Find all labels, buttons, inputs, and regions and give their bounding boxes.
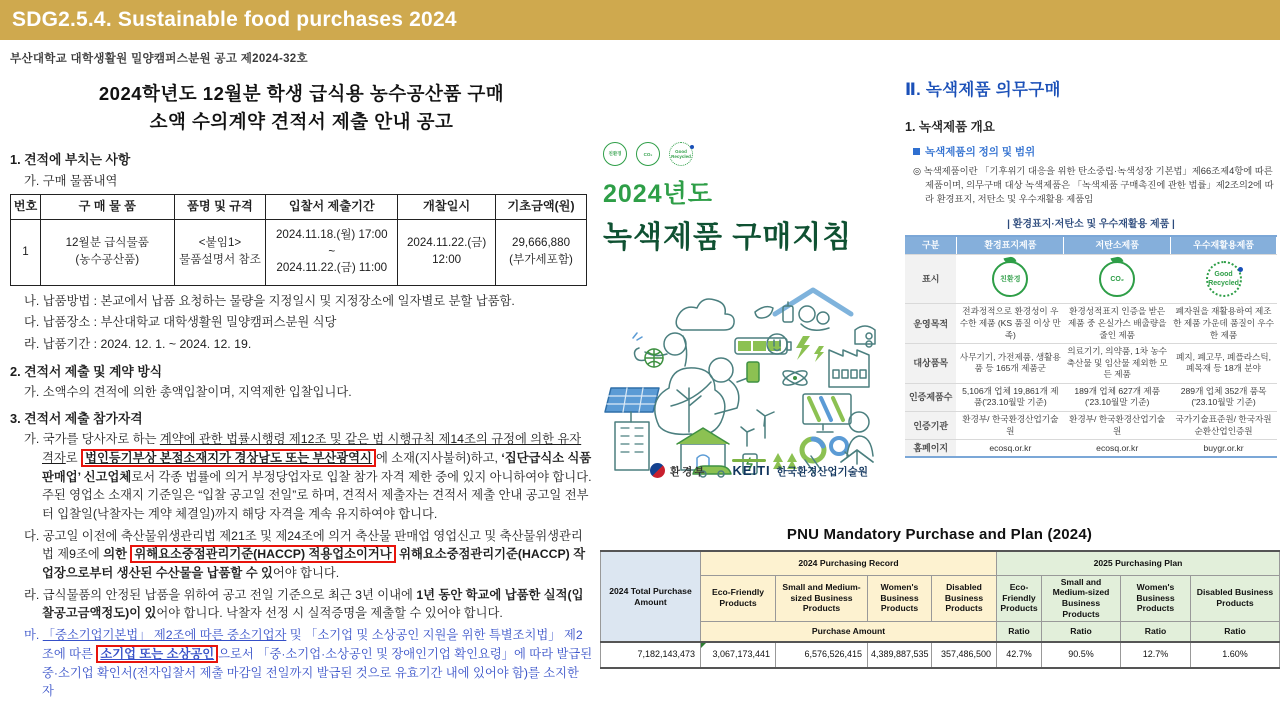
eligibility-ra: [10, 586, 593, 623]
gcol-type: 구분: [905, 236, 957, 255]
notice-document: [10, 80, 593, 704]
cover-year: 2024년도: [603, 180, 713, 208]
gcell-counts-3: 289개 업체 352개 품목('23.10월말 기준): [1171, 383, 1277, 411]
page-title: SDG2.5.4. Sustainable food purchases 2024: [12, 8, 457, 31]
atom-icon: [781, 368, 809, 388]
glabel-counts: 인증제품수: [905, 383, 957, 411]
col-amount: 기초금액(원): [496, 194, 587, 219]
cell-period-line3: 2024.11.22.(금) 11:00: [276, 261, 388, 275]
keiti-wordmark: KEITI: [732, 463, 771, 478]
green-guide-cover: [597, 142, 889, 483]
procurement-table-row: [11, 219, 587, 285]
ratio-header-1: Ratio: [997, 621, 1042, 642]
cell-spec-line1: <붙임1>: [198, 236, 242, 250]
run: 마.: [24, 628, 43, 643]
col-no: 번호: [11, 194, 41, 219]
factory-icon: [829, 350, 869, 387]
gcell-lowcarbon-badge: [1064, 255, 1171, 304]
glabel-mark: 표시: [905, 255, 957, 304]
pnu-category-header: [601, 575, 1280, 621]
col-spec: 품명 및 규격: [174, 194, 266, 219]
section1-sub: 가. 구매 물품내역: [24, 173, 118, 188]
run: 로: [65, 450, 82, 465]
highlight-region-requirement: 법인등기부상 본점소재지가 경상남도 또는 부산광역시: [81, 449, 376, 467]
col-opening: 개찰일시: [398, 194, 496, 219]
house-family-icon: [775, 290, 851, 330]
circle-bullet-icon: ◎: [913, 166, 922, 176]
cell-opening-line2: 12:00: [432, 253, 462, 266]
run: 어야 합니다. 낙찰자 선정 시 실적증명을 제출할 수 있어야 합니다.: [156, 606, 503, 621]
plan-smb-header: Small and Medium-sized Business Products: [1042, 575, 1121, 621]
glabel-purpose: 운영목적: [905, 304, 957, 344]
total-amount-cell: 7,182,143,473: [601, 642, 701, 668]
low-carbon-icon: CO₂: [636, 142, 660, 166]
rec-disabled-cell: 357,486,500: [932, 642, 997, 668]
pnu-group-header: [601, 551, 1280, 575]
reading-person-icon: [841, 412, 873, 464]
rec-smb-header: Small and Medium-sized Business Products: [776, 575, 868, 621]
gcell-counts-2: 189개 업체 627개 제품('23.10월말 기준): [1064, 383, 1171, 411]
green-products-table: [905, 235, 1277, 459]
notice-title-line2: 소액 수의계약 견적서 제출 안내 공고: [149, 110, 454, 132]
gcell-items-1: 사무기기, 가전제품, 생활용품 등 165개 제품군: [957, 344, 1064, 384]
rec-women-cell: 4,389,887,535: [868, 642, 932, 668]
green-row-website: [905, 440, 1277, 458]
donut-chart-icon: [802, 438, 853, 461]
square-bullet-icon: [913, 148, 920, 155]
run: 및 「소기업 및 소상공인 지원을 위한 특별조치법」 제2조에 따른: [42, 628, 583, 661]
gcol-lowcarbon: 저탄소제품: [1064, 236, 1171, 255]
green-table-header: [905, 236, 1277, 255]
gcol-ecolabel: 환경표지제품: [957, 236, 1064, 255]
gcol-recycled: 우수재활용제품: [1171, 236, 1277, 255]
good-recycled-icon: [1206, 261, 1242, 297]
cell-amount-line1: 29,666,880: [512, 236, 571, 250]
lightning-icon: [796, 336, 824, 362]
cover-title: 녹색제품 구매지침: [603, 221, 853, 254]
delivery-method: 나. 납품방법 : 본교에서 납품 요청하는 물량을 지정일시 및 지정장소에 일자별로 분할 납품함.: [24, 293, 515, 308]
eligibility-ma: [10, 626, 593, 701]
gcell-agency-1: 환경부/ 한국환경산업기술원: [957, 412, 1064, 440]
green-overview-heading: 1. 녹색제품 개요: [905, 120, 995, 134]
col-period: 입찰서 제출기간: [266, 194, 398, 219]
run: 가. 국가를 당사자로 하는: [24, 432, 160, 447]
green-products-illustration: [597, 266, 887, 478]
plan-smb-cell: 90.5%: [1042, 642, 1121, 668]
gcell-counts-1: 5,106개 업체 19,861개 제품('23.10월말 기준): [957, 383, 1064, 411]
gcell-purpose-1: 전과정적으로 환경성이 우수한 제품 (KS 품질 이상 만족): [957, 304, 1064, 344]
green-definition-label: 녹색제품의 정의 및 범위: [925, 146, 1036, 158]
section2-item: 가. 소액수의 견적에 의한 총액입찰이며, 지역제한 입찰입니다.: [24, 384, 352, 399]
pnu-purchase-section: [600, 526, 1279, 669]
glabel-agency: 인증기관: [905, 412, 957, 440]
cover-logos: [650, 462, 868, 480]
cell-amount: [496, 219, 587, 285]
pnu-table-title: PNU Mandatory Purchase and Plan (2024): [786, 526, 1093, 543]
cell-period-line2: ~: [328, 244, 336, 258]
solar-panel-icon: [605, 388, 659, 422]
gcell-items-2: 의료기기, 의약품, 1차 농수축산물 및 임산물 제외한 모든 제품: [1064, 344, 1171, 384]
monitor-icon: [803, 394, 851, 432]
ratio-header-3: Ratio: [1121, 621, 1191, 642]
moe-label: 환경부: [670, 466, 707, 478]
glabel-website: 홈페이지: [905, 440, 957, 458]
ratio-header-2: Ratio: [1042, 621, 1121, 642]
pnu-total-header: 2024 Total Purchase Amount: [601, 551, 701, 642]
leaf-icon: [755, 307, 773, 318]
gcell-recycled-badge: [1171, 255, 1277, 304]
green-row-counts: [905, 383, 1277, 411]
keiti-fullname: 한국환경산업기술원: [776, 466, 868, 478]
building-icon: [615, 422, 649, 470]
plan-women-header: Women's Business Products: [1121, 575, 1191, 621]
run: 에 소재(지사불허)하고,: [375, 450, 502, 465]
section2-heading: 2. 견적서 제출 및 계약 방식: [10, 363, 163, 379]
cell-period: [266, 219, 398, 285]
plan-disabled-header: Disabled Business Products: [1191, 575, 1280, 621]
gcell-website-3: buygr.or.kr: [1171, 440, 1277, 458]
header-bar: [0, 0, 1280, 40]
gcell-purpose-3: 폐자원을 재활용하여 제조한 제품 가운데 품질이 우수한 제품: [1171, 304, 1277, 344]
green-table-title: | 환경표지·저탄소 및 우수재활용 제품 |: [1007, 218, 1175, 230]
run: 라. 급식물품의 안정된 납품을 위하여 공고 전일 기준으로 최근 3년 이내에: [24, 587, 417, 602]
good-recycled-text: Good Recycled: [1208, 270, 1239, 288]
plan-eco-cell: 42.7%: [997, 642, 1042, 668]
gcell-items-3: 폐지, 폐고무, 폐플라스틱, 폐목재 등 18개 분야: [1171, 344, 1277, 384]
rec-eco-cell: 3,067,173,441: [701, 642, 776, 668]
highlight-small-business: 소기업 또는 소상공인: [96, 645, 218, 663]
leaf-icon: [1004, 256, 1017, 264]
cell-period-line1: 2024.11.18.(월) 17:00: [275, 227, 388, 241]
cell-item-line1: 12월분 급식물품: [65, 236, 149, 250]
run-underlined: 계약에 관한 법률시행령 제12조 및 같은 법 시행규칙 제14조의 규정에 의한 유자격자: [42, 432, 582, 465]
cell-opening: [398, 219, 496, 285]
gcell-agency-2: 환경부/ 한국환경산업기술원: [1064, 412, 1171, 440]
gcell-website-2: ecosq.or.kr: [1064, 440, 1171, 458]
col-item: 구 매 물 품: [40, 194, 174, 219]
eligibility-ga: [10, 430, 593, 523]
cover-eco-badges: [603, 142, 889, 166]
good-recycled-icon: [669, 142, 693, 166]
cell-amount-line2: (부가세포함): [509, 253, 573, 266]
run-bold: 위해요소중점관리기준(HACCP) 작업장으로부터 생산된 수산물을 납품할 수 있: [42, 547, 586, 581]
run-bold: ‘집단급식소 식품판매업’ 신고업체: [42, 450, 592, 484]
green-row-mark: [905, 255, 1277, 304]
green-row-agency: [905, 412, 1277, 440]
keiti-logo: [732, 462, 868, 480]
pnu-record-group: 2024 Purchasing Record: [701, 551, 997, 575]
rec-eco-header: Eco-Friendly Products: [701, 575, 776, 621]
cell-item: [40, 219, 174, 285]
pnu-data-row: [601, 642, 1280, 668]
moe-logo: [650, 462, 706, 480]
leaf-icon: [1111, 256, 1124, 264]
cell-item-line2: (농수공산품): [75, 253, 140, 266]
procurement-table-header: [11, 194, 587, 219]
co2-text: CO₂: [1110, 275, 1124, 283]
gcell-purpose-2: 환경성적표지 인증을 받은 제품 중 온실가스 배출량을 줄인 제품: [1064, 304, 1171, 344]
notice-title-line1: 2024학년도 12월분 학생 급식용 농수공산품 구매: [98, 83, 505, 104]
eco-label-icon: 친환경: [603, 142, 627, 166]
green-definition-body: [913, 165, 1277, 207]
person-with-globe: [633, 333, 687, 367]
green-row-purpose: [905, 304, 1277, 344]
eco-label-icon: [992, 261, 1028, 297]
section3-heading: 3. 견적서 제출 참가자격: [10, 411, 143, 427]
cell-spec-line2: 물품설명서 참조: [179, 253, 261, 266]
pnu-table: [600, 550, 1280, 669]
wind-turbine-icon: [741, 410, 774, 446]
run: 어야 합니다.: [272, 566, 340, 581]
good-recycled-label: Good Recycled: [671, 149, 691, 159]
cell-no: 1: [11, 219, 41, 285]
notice-reference: 부산대학교 대학생활원 밀양캠퍼스분원 공고 제2024-32호: [10, 53, 308, 65]
run-underlined: 「중소기업기본법」 제2조에 따른 중소기업자: [42, 628, 287, 643]
eligibility-da: [10, 527, 593, 583]
run-bold: 1년 동안 학교에 납품한 실적(입찰공고금액정도)이 있: [42, 587, 584, 621]
tree-hug-person: [655, 358, 759, 435]
gcell-website-1: ecosq.or.kr: [957, 440, 1064, 458]
green-definition-text: 녹색제품이란 「기후위기 대응을 위한 탄소중립·녹색성장 기본법」제66조제4항에 따른 제품이며, 의무구매 대상 녹색제품은 「녹색제품 구매촉진에 관한 법률」제2조의2에 따라 환경표지, 저탄소 및 우수재활용 제품임: [923, 166, 1274, 204]
moe-emblem-icon: [650, 463, 665, 478]
plan-disabled-cell: 1.60%: [1191, 642, 1280, 668]
pnu-plan-group: 2025 Purchasing Plan: [997, 551, 1280, 575]
storage-tank-icon: [855, 326, 875, 347]
run: 로서 각종 법률에 의거 부정당업자로 입찰 참가 자격 제한 중에 있지 아니하여야 합니다. 주된 영업소 소재지 기준일은 “입찰 공고일 전일”로 하며, 견적서 제출자는 견적서 제출 안내 공고일 전부터 입찰일(낙찰자는 계약 체결일)까지 해당 자격을 계속 유지하여야 합니다.: [42, 469, 592, 521]
glabel-items: 대상품목: [905, 344, 957, 384]
rec-smb-cell: 6,576,526,415: [776, 642, 868, 668]
gcell-ecolabel-badge: [957, 255, 1064, 304]
blue-dot: [690, 145, 694, 149]
green-row-items: [905, 344, 1277, 384]
purchase-amount-header: Purchase Amount: [701, 621, 997, 642]
blue-dot: [1238, 267, 1243, 272]
delivery-place: 다. 납품장소 : 부산대학교 대학생활원 밀양캠퍼스분원 식당: [24, 315, 337, 330]
notice-title: [10, 80, 593, 136]
eco-label-text: 친환경: [1000, 275, 1021, 283]
procurement-table: [10, 194, 587, 286]
run: 다. 공고일 이전에 축산물위생관리법 제21조 및 제24조에 의거 축산물 판매업 영업신고 및 축산물위생관리법 제9조에: [24, 528, 583, 562]
co2-icon: [1099, 261, 1135, 297]
cloud-icon: [676, 299, 734, 330]
rec-disabled-header: Disabled Business Products: [932, 575, 997, 621]
plan-women-cell: 12.7%: [1121, 642, 1191, 668]
green-definition-heading: [913, 144, 1277, 159]
rec-women-header: Women's Business Products: [868, 575, 932, 621]
cell-opening-line1: 2024.11.22.(금): [406, 236, 487, 250]
green-section-heading: Ⅱ. 녹색제품 의무구매: [905, 81, 1061, 99]
green-mandatory-section: [905, 76, 1277, 458]
ratio-header-4: Ratio: [1191, 621, 1280, 642]
run: 으로서 「중·소기업·소상공인 및 장애인기업 확인요령」에 따라 발급된 중·소기업 확인서(전자입찰서 제출 마감일 전일까지 발급된 것으로 유효기간 내에 있어야 함)를 소지한 자: [42, 646, 593, 699]
highlight-haccp: 위해요소중점관리기준(HACCP) 적용업소이거나: [130, 545, 395, 563]
section1-heading: 1. 견적에 부치는 사항: [10, 151, 131, 167]
cell-spec: [174, 219, 266, 285]
pnu-subheader: [601, 621, 1280, 642]
run-bold: 의한: [103, 547, 131, 562]
plan-eco-header: Eco-Friendly Products: [997, 575, 1042, 621]
gcell-agency-3: 국가기술표준원/ 한국자원순환산업인증원: [1171, 412, 1277, 440]
delivery-period: 라. 납품기간 : 2024. 12. 1. ~ 2024. 12. 19.: [24, 336, 252, 351]
